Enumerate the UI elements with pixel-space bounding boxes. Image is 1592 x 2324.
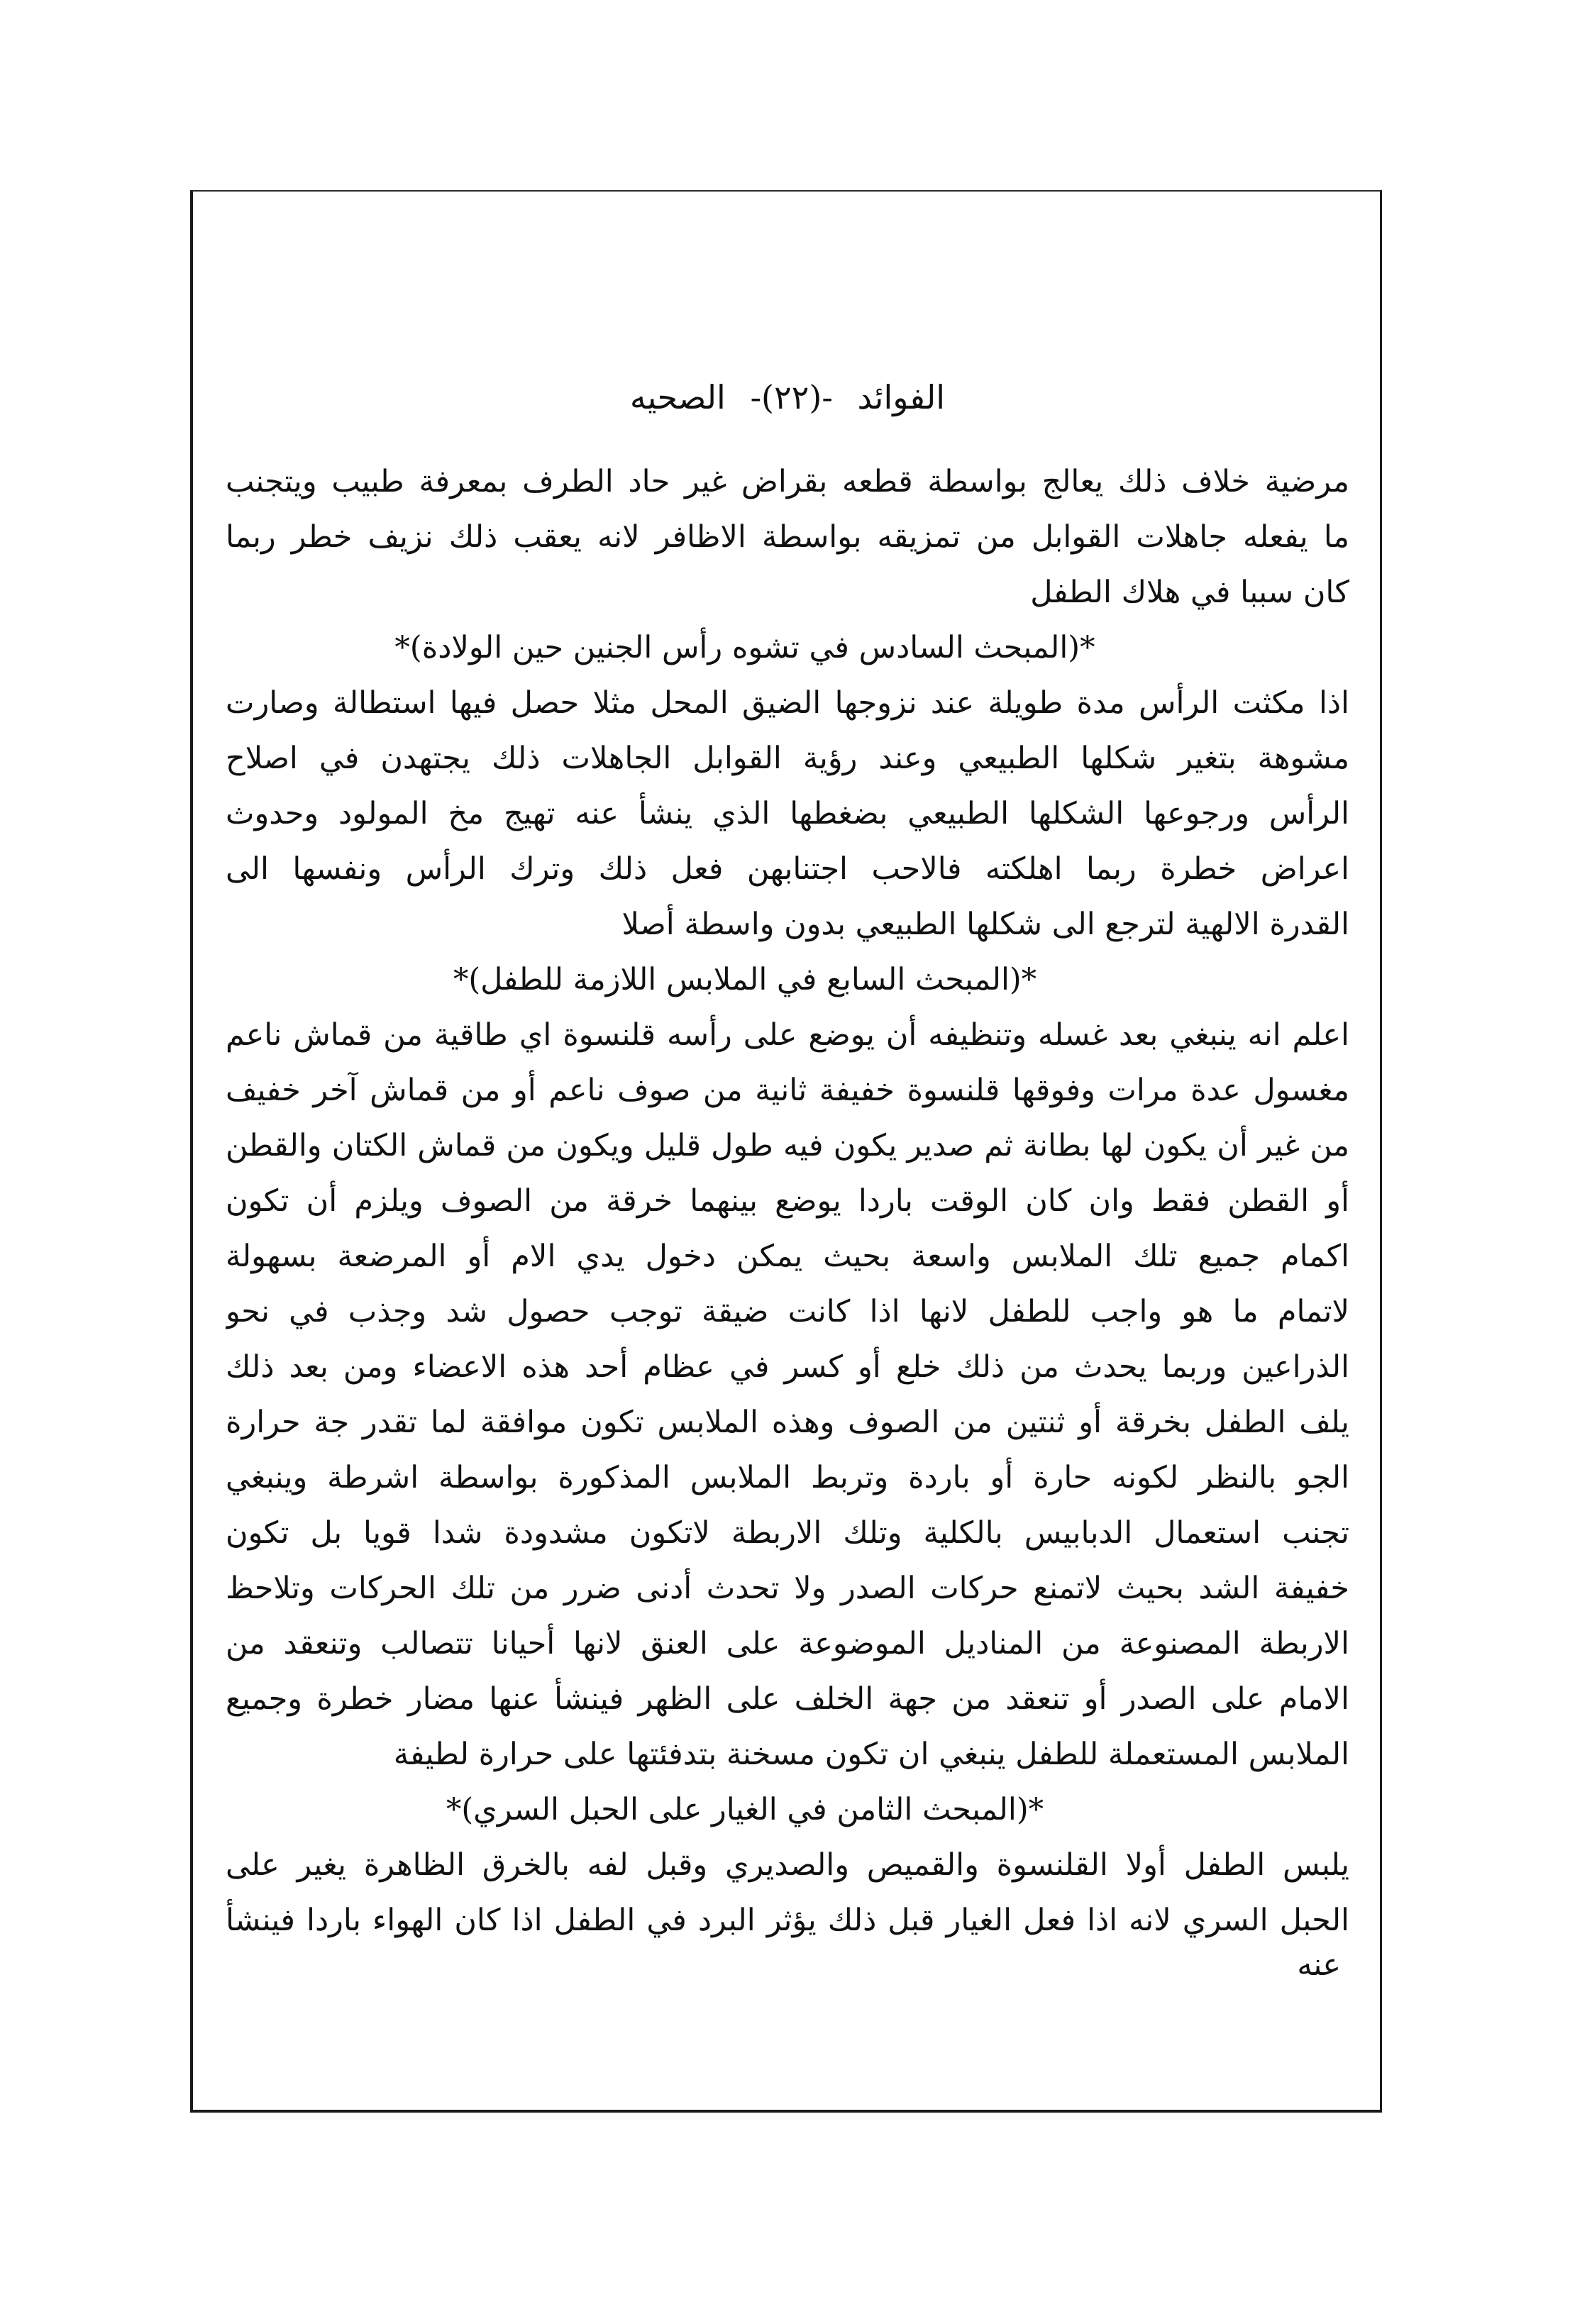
text-line: اعلم انه ينبغي بعد غسله وتنظيفه أن يوضع على رأسه قلنسوة اي طاقية من قماش ناعم (226, 1017, 1349, 1053)
text-line: الذراعين وربما يحدث من ذلك خلع أو كسر في عظام أحد هذه الاعضاء ومن بعد ذلك (226, 1349, 1349, 1385)
body-text (226, 454, 1349, 1948)
text-line: مغسول عدة مرات وفوقها قلنسوة خفيفة ثانية من صوف ناعم أو من قماش آخر خفيف (226, 1073, 1349, 1108)
text-line: ما يفعله جاهلات القوابل من تمزيقه بواسطة الاظافر لانه يعقب ذلك نزيف خطر ربما (226, 519, 1349, 555)
text-line: اعراض خطرة ربما اهلكته فالاحب اجتنابهن فعل ذلك وترك الرأس ونفسها الى (226, 851, 1349, 887)
text-line: مشوهة بتغير شكلها الطبيعي وعند رؤية القوابل الجاهلات ذلك يجتهدن في اصلاح (226, 741, 1349, 776)
text-line: القدرة الالهية لترجع الى شكلها الطبيعي بدون واسطة أصلا (621, 907, 1349, 942)
text-line: لاتمام ما هو واجب للطفل لانها اذا كانت ضيقة توجب حصول شد وجذب في نحو (226, 1294, 1349, 1329)
section-heading: *(المبحث السابع في الملابس اللازمة للطفل)* (453, 962, 1037, 997)
text-line: خفيفة الشد بحيث لاتمنع حركات الصدر ولا تحدث أدنى ضرر من تلك الحركات وتلاحظ (226, 1571, 1349, 1606)
text-line: كان سببا في هلاك الطفل (1030, 575, 1349, 610)
text-line: الحبل السري لانه اذا فعل الغيار قبل ذلك يؤثر البرد في الطفل اذا كان الهواء باردا فينشأ (226, 1903, 1349, 1938)
running-header (213, 376, 1362, 419)
header-title: الفوائد (857, 378, 946, 416)
text-line: الملابس المستعملة للطفل ينبغي ان تكون مسخنة بتدفئتها على حرارة لطيفة (393, 1737, 1349, 1772)
text-line: تجنب استعمال الدبابيس بالكلية وتلك الاربطة لاتكون مشدودة شدا قويا بل تكون (226, 1515, 1349, 1551)
text-line: الجو بالنظر لكونه حارة أو باردة وتربط الملابس المذكورة بواسطة اشرطة وينبغي (226, 1460, 1349, 1495)
section-heading: *(المبحث السادس في تشوه رأس الجنين حين الولادة)* (394, 630, 1095, 665)
text-line: أو القطن فقط وان كان الوقت باردا يوضع بينهما خرقة من الصوف ويلزم أن تكون (226, 1183, 1349, 1219)
text-line: اذا مكثت الرأس مدة طويلة عند نزوجها الضيق المحل مثلا حصل فيها استطالة وصارت (226, 685, 1349, 721)
section-heading: *(المبحث الثامن في الغيار على الحبل السري)* (446, 1792, 1044, 1827)
text-line: الامام على الصدر أو تنعقد من جهة الخلف على الظهر فينشأ عنها مضار خطرة وجميع (226, 1681, 1349, 1717)
header-subject: الصحيه (629, 378, 726, 416)
text-line: اكمام جميع تلك الملابس واسعة بحيث يمكن دخول يدي الام أو المرضعة بسهولة (226, 1239, 1349, 1274)
page-number: -(٢٢)- (750, 378, 833, 416)
text-line: يلف الطفل بخرقة أو ثنتين من الصوف وهذه الملابس تكون موافقة لما تقدر جة حرارة (226, 1405, 1349, 1440)
text-line: الرأس ورجوعها الشكلها الطبيعي بضغطها الذي ينشأ عنه تهيج مخ المولود وحدوث (226, 796, 1349, 831)
catchword: عنه (1297, 1947, 1341, 1983)
text-line: الاربطة المصنوعة من المناديل الموضوعة على العنق لانها أحيانا تتصالب وتنعقد من (226, 1626, 1349, 1661)
text-line: من غير أن يكون لها بطانة ثم صدير يكون فيه طول قليل ويكون من قماش الكتان والقطن (226, 1128, 1349, 1163)
text-line: يلبس الطفل أولا القلنسوة والقميص والصديري وقبل لفه بالخرق الظاهرة يغير على (226, 1847, 1349, 1883)
text-line: مرضية خلاف ذلك يعالج بواسطة قطعه بقراض غير حاد الطرف بمعرفة طبيب ويتجنب (226, 464, 1349, 499)
